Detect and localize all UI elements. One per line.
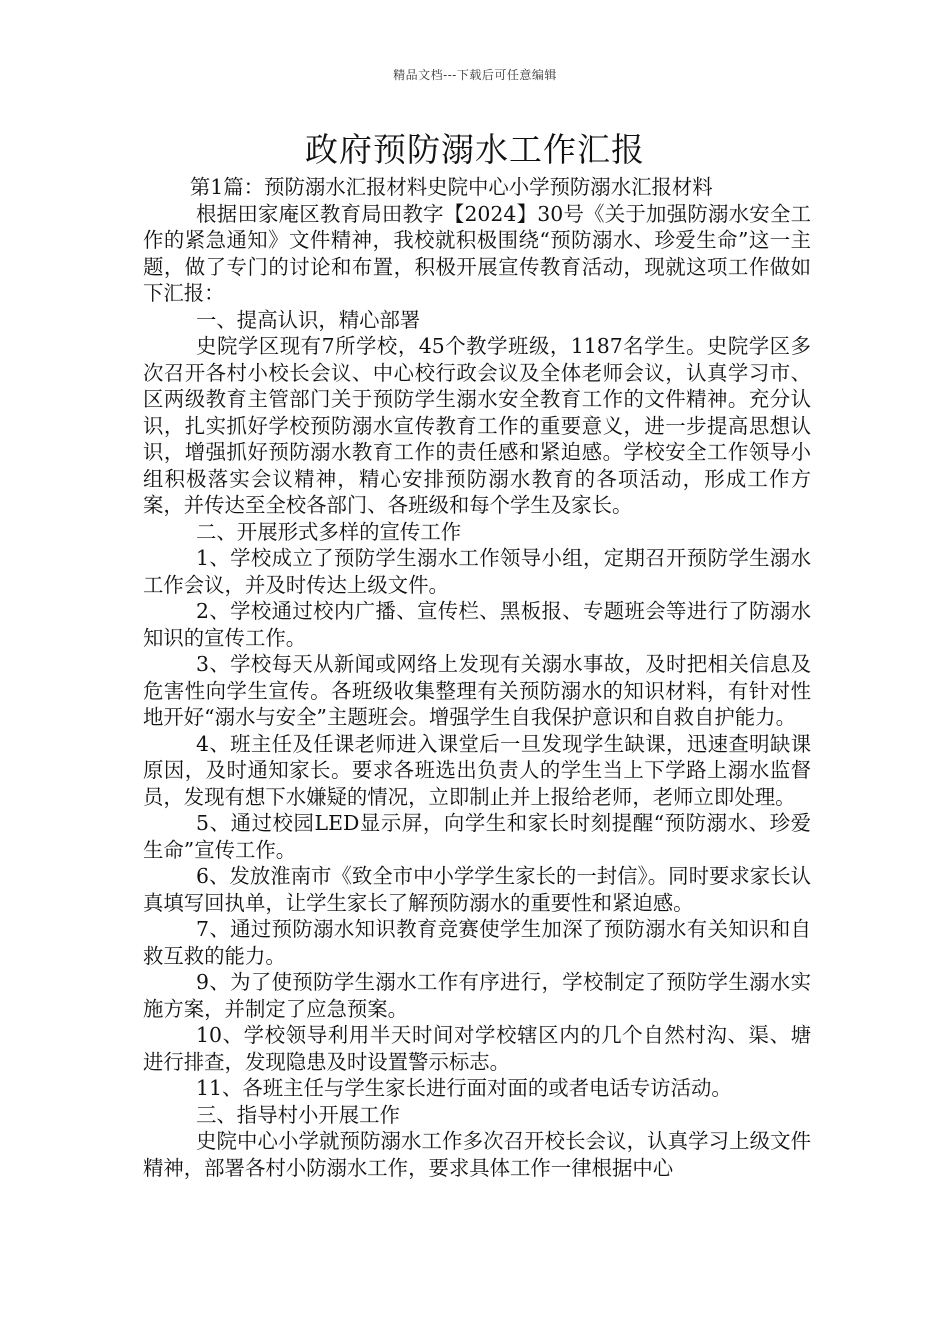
list-item-11: 11、各班主任与学生家长进行面对面的或者电话专访活动。 — [196, 1076, 732, 1100]
list-item-6: 6、发放淮南市《致全市中小学学生家长的一封信》。同时要求家长认真填写回执单，让学生家长了解预防溺水的重要性和紧迫感。 — [143, 864, 811, 915]
list-item-5: 5、通过校园LED显示屏，向学生和家长时刻提醒“预防溺水、珍爱生命”宣传工作。 — [143, 811, 811, 862]
list-item-10: 10、学校领导利用半天时间对学校辖区内的几个自然村沟、渠、塘进行排查，发现隐患及时设置警示标志。 — [143, 1023, 811, 1074]
section-heading-3: 三、指导村小开展工作 — [196, 1102, 400, 1127]
list-item-9: 9、为了使预防学生溺水工作有序进行，学校制定了预防学生溺水实施方案，并制定了应急预案。 — [143, 970, 811, 1021]
list-item-1: 1、学校成立了预防学生溺水工作领导小组，定期召开预防学生溺水工作会议，并及时传达上级文件。 — [143, 546, 811, 597]
list-item-2: 2、学校通过校内广播、宣传栏、黑板报、专题班会等进行了防溺水知识的宣传工作。 — [143, 599, 811, 650]
document-title: 政府预防溺水工作汇报 — [305, 130, 645, 169]
list-item-7: 7、通过预防溺水知识教育竞赛使学生加深了预防溺水有关知识和自救互救的能力。 — [143, 917, 811, 968]
document-body — [143, 174, 811, 1181]
list-item-3: 3、学校每天从新闻或网络上发现有关溺水事故，及时把相关信息及危害性向学生宣传。各班级收集整理有关预防溺水的知识材料，有针对性地开好“溺水与安全”主题班会。增强学生自我保护意识和自救自护能力。 — [143, 652, 811, 729]
paragraph-section-3: 史院中心小学就预防溺水工作多次召开校长会议，认真学习上级文件精神，部署各村小防溺水工作，要求具体工作一律根据中心 — [143, 1129, 811, 1180]
paragraph-section-1: 史院学区现有7所学校，45个教学班级，1187名学生。史院学区多次召开各村小校长会议、中心校行政会议及全体老师会议，认真学习市、区两级教育主管部门关于预防学生溺水安全教育工作的文件精神。充分认识，扎实抓好学校预防溺水宣传教育工作的重要意义，进一步提高思想认识，增强抓好预防溺水教育工作的责任感和紧迫感。学校安全工作领导小组积极落实会议精神，精心安排预防溺水教育的各项活动，形成工作方案，并传达至全校各部门、各班级和每个学生及家长。 — [143, 334, 811, 517]
list-item-4: 4、班主任及任课老师进入课堂后一旦发现学生缺课，迅速查明缺课原因，及时通知家长。要求各班选出负责人的学生当上下学路上溺水监督员，发现有想下水嫌疑的情况，立即制止并上报给老师，老师立即处理。 — [143, 731, 811, 809]
document-subtitle: 第1篇：预防溺水汇报材料史院中心小学预防溺水汇报材料 — [189, 175, 713, 199]
section-heading-2: 二、开展形式多样的宣传工作 — [196, 519, 462, 544]
page-header: 精品文档---下载后可任意编辑 — [393, 68, 557, 82]
paragraph-intro: 根据田家庵区教育局田教字【2024】30号《关于加强防溺水安全工作的紧急通知》文件精神，我校就积极围绕“预防溺水、珍爱生命”这一主题，做了专门的讨论和布置，积极开展宣传教育活动，现就这项工作做如下汇报： — [143, 201, 811, 305]
section-heading-1: 一、提高认识，精心部署 — [196, 307, 421, 332]
